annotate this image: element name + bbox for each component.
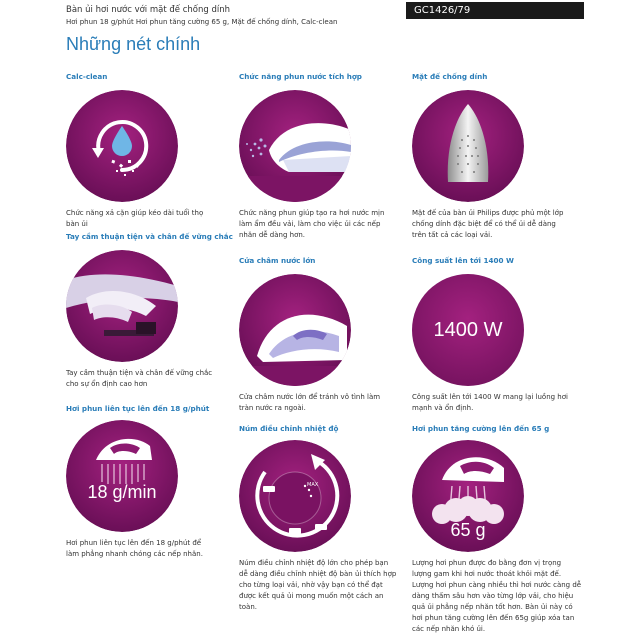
feature-title-steam: Hơi phun liên tục lên đến 18 g/phút <box>66 404 210 413</box>
model-code: GC1426/79 <box>406 2 584 19</box>
steam-badge: 18 g/min <box>87 482 157 502</box>
feature-desc-water-inlet: Cửa châm nước lớn để tránh vô tình làm tràn nước ra ngoài. <box>239 393 381 412</box>
dial-max-label: MAX <box>307 482 319 488</box>
feature-desc-calc-clean: Chức năng xả cặn giúp kéo dài tuổi thọ bàn ủi <box>66 209 204 228</box>
spray-icon <box>239 90 351 202</box>
power-badge: 1400 W <box>433 318 503 341</box>
feature-desc-handle: Tay cầm thuận tiện và chân đế vững chắc cho sự ổn định cao hơn <box>66 369 213 388</box>
feature-title-water-inlet: Cửa châm nước lớn <box>239 256 316 265</box>
feature-desc-spray: Chức năng phun giúp tạo ra hơi nước mịn làm ẩm đều vải, làm cho việc ủi các nếp nhăn dễ dàng hơn. <box>239 209 385 239</box>
feature-desc-steam-boost: Lượng hơi phun được đo bằng đơn vị trọng lượng gam khi hơi nước thoát khỏi mặt đế. Lượng hơi phun càng nhiều thì hơi nước càng dễ dàng thấm sâu hơn vào từng lớp vải, cho hiệu quả ủi phẳng nếp nhăn tốt hơn. Bàn ủi này có hơi phun tăng cường lên đến 65g giúp xóa tan các nếp nhăn khó ủi. <box>412 559 582 633</box>
soleplate-icon <box>412 90 524 202</box>
feature-title-power: Công suất lên tới 1400 W <box>412 256 514 265</box>
steam-boost-badge: 65 g <box>450 520 486 540</box>
temperature-dial-icon <box>239 440 351 552</box>
steam-boost-icon <box>412 440 524 552</box>
water-inlet-icon <box>239 274 351 386</box>
calc-clean-icon <box>66 90 178 202</box>
feature-desc-temperature-dial: Núm điều chỉnh nhiệt độ lớn cho phép bạn dễ dàng điều chỉnh nhiệt độ bàn ủi thích hợp cho từng loại vải, nhờ vậy bạn có thể đạt được kết quả ủi mong muốn một cách an toàn. <box>239 559 397 611</box>
feature-title-steam-boost: Hơi phun tăng cường lên đến 65 g <box>412 424 550 433</box>
feature-desc-power: Công suất lên tới 1400 W mang lại luồng hơi mạnh và ổn định. <box>412 393 568 412</box>
feature-title-spray: Chức năng phun nước tích hợp <box>239 72 362 81</box>
feature-desc-steam: Hơi phun liên tục lên đến 18 g/phút để làm phẳng nhanh chóng các nếp nhăn. <box>66 539 203 558</box>
feature-title-calc-clean: Calc-clean <box>66 72 108 81</box>
feature-desc-soleplate: Mặt đế của bàn ủi Philips được phủ một lớp chống dính đặc biệt để có thể ủi dễ dàng trên tất cả các loại vải. <box>412 209 564 239</box>
product-description: Hơi phun 18 g/phút Hơi phun tăng cường 65 g, Mặt đế chống dính, Calc-clean <box>66 18 338 26</box>
product-title: Bàn ủi hơi nước với mặt đế chống dính <box>66 5 231 15</box>
power-icon <box>412 274 524 386</box>
handle-icon <box>66 250 178 362</box>
feature-title-soleplate: Mặt đế chống dính <box>412 72 488 81</box>
feature-title-temperature-dial: Núm điều chỉnh nhiệt độ <box>239 424 339 433</box>
feature-title-handle: Tay cầm thuận tiện và chân đế vững chắc <box>66 232 233 241</box>
steam-icon <box>66 420 178 532</box>
page-heading: Những nét chính <box>66 34 201 54</box>
